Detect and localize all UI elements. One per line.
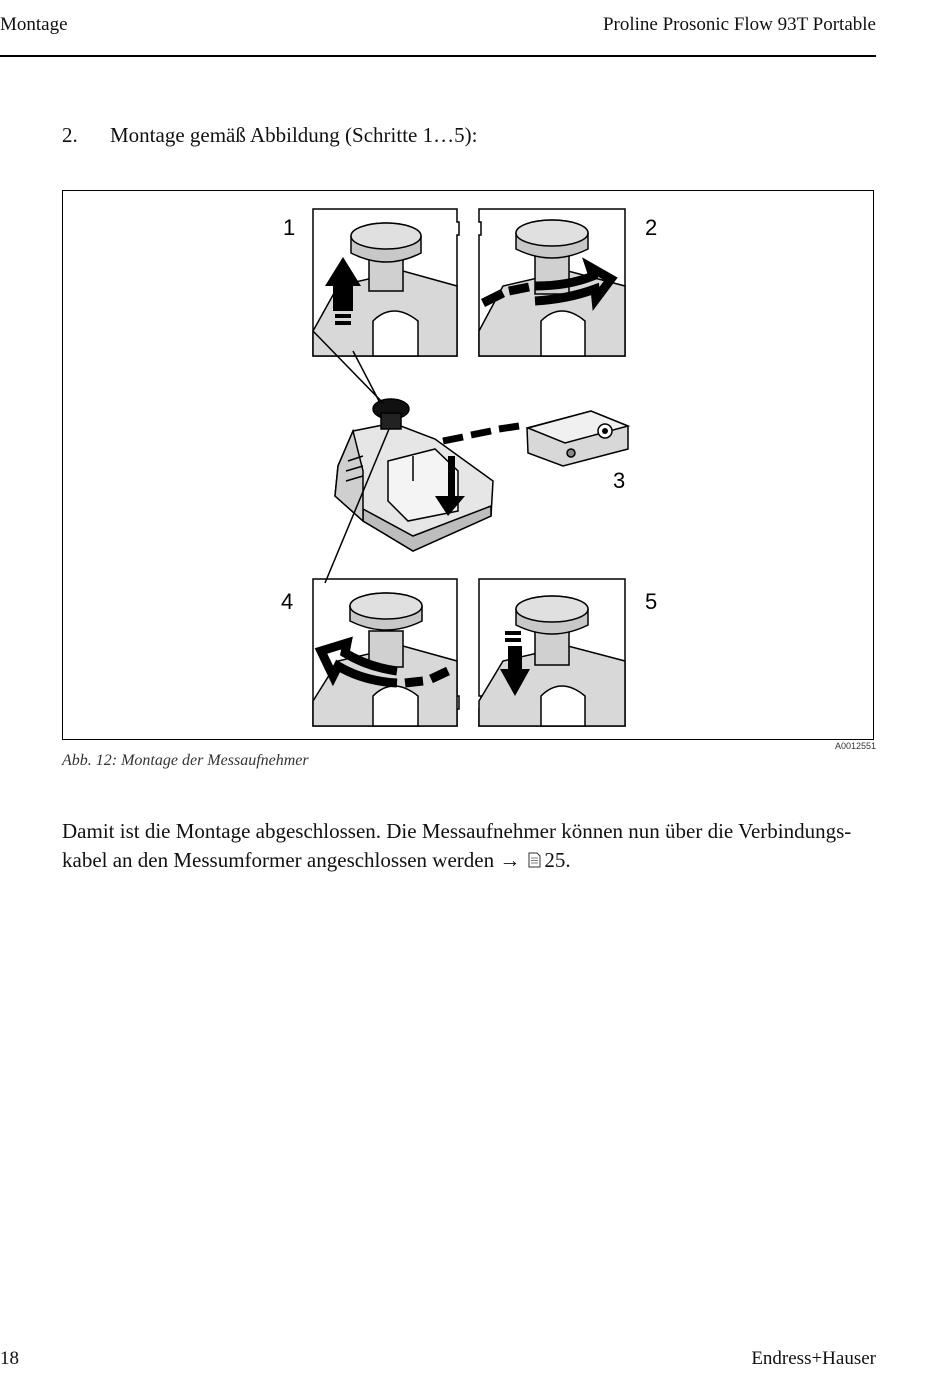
panel-step-5 — [479, 579, 625, 726]
page-number: 18 — [0, 1348, 19, 1369]
clamp-assembly — [313, 331, 628, 583]
step-text: Montage gemäß Abbildung (Schritte 1…5): — [110, 123, 478, 147]
panel-step-4 — [313, 579, 459, 726]
step-instruction — [62, 123, 477, 148]
panel-step-2 — [479, 209, 625, 356]
page-reference-link[interactable]: 25. — [544, 848, 571, 872]
brand-name: Endress+Hauser — [751, 1348, 876, 1369]
step-number: 2. — [62, 123, 78, 147]
mounting-illustration — [63, 191, 875, 741]
step-label-2: 2 — [645, 215, 658, 240]
figure-id: A0012551 — [834, 741, 876, 751]
header-product-name: Proline Prosonic Flow 93T Portable — [602, 14, 876, 35]
header-section-title: Montage — [0, 14, 68, 35]
step-label-3: 3 — [613, 468, 626, 493]
panel-step-1 — [313, 209, 459, 356]
page-reference-icon — [528, 852, 541, 868]
body-line-1: Damit ist die Montage abgeschlossen. Die Messaufnehmer können nun über die Verbindungs- — [62, 819, 852, 843]
body-line-2 — [62, 846, 882, 875]
mounting-figure — [62, 190, 874, 740]
step-label-5: 5 — [645, 589, 658, 614]
step-label-1: 1 — [283, 215, 296, 240]
header-rule — [0, 55, 876, 57]
figure-caption: Abb. 12: Montage der Messaufnehmer — [62, 752, 309, 769]
body-line-2-text: kabel an den Messumformer angeschlossen werden → — [62, 848, 521, 872]
step-label-4: 4 — [281, 589, 294, 614]
body-paragraph — [62, 817, 882, 875]
